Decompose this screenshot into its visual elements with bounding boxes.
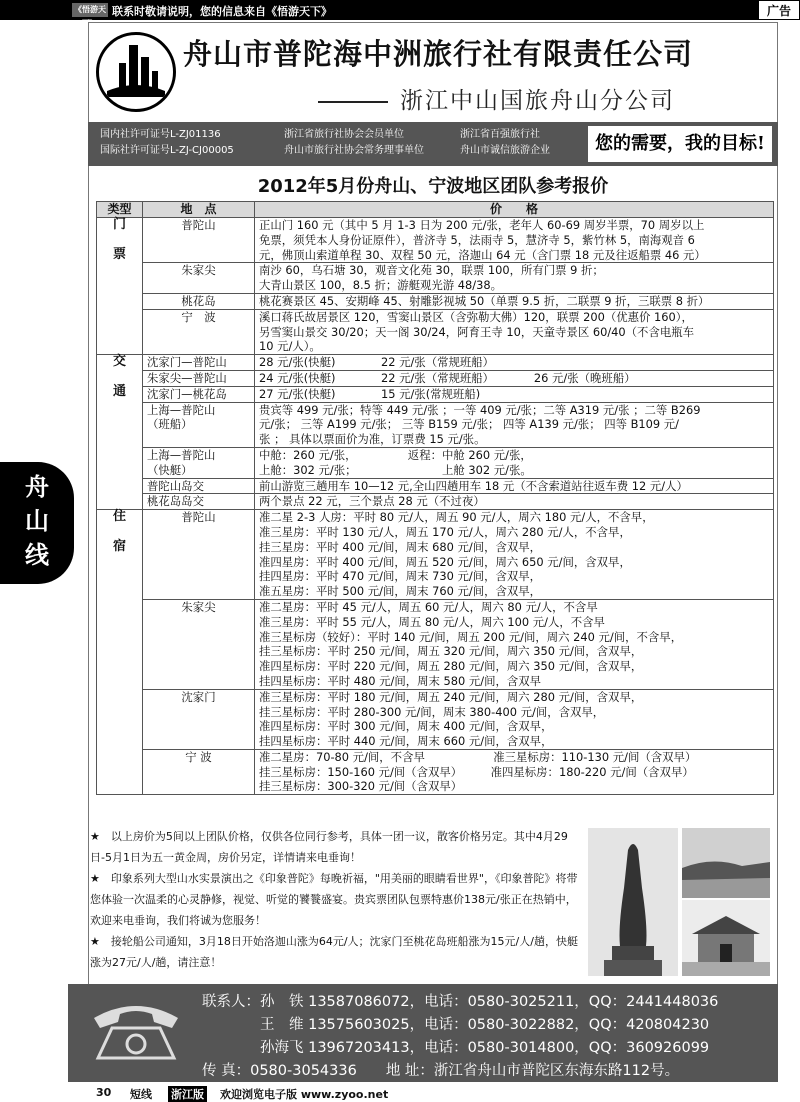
location-cell: 沈家门—普陀山	[143, 355, 255, 371]
price-line: 溪口蒋氏故居景区 120，雪窦山景区（含弥勒大佛）120，联票 200（优惠价 160），	[259, 309, 693, 324]
license-col-3: 浙江省百强旅行社 舟山市诚信旅游企业	[460, 129, 550, 156]
price-cell	[255, 309, 774, 354]
contact-line-1: 联系人：孙 铁 13587086072，电话：0580-3025211，QQ：2441448036	[202, 994, 719, 1010]
price-line: 10 元/人）。	[259, 339, 321, 354]
header-location: 地 点	[143, 202, 255, 218]
location-cell: 沈家门	[143, 689, 255, 749]
table-row	[97, 263, 774, 294]
telephone-icon	[88, 1000, 184, 1064]
location-cell: 宁 波	[143, 749, 255, 794]
table-row	[97, 689, 774, 749]
ad-label: 广告	[758, 0, 800, 20]
price-line: 24 元/张(快艇) 22 元/张（常规班船） 26 元/张（晚班船）	[259, 370, 636, 385]
table-row	[97, 293, 774, 309]
location-cell: 桃花岛	[143, 293, 255, 309]
price-line: 挂三星标房：平时 280-300 元/间，周末 380-400 元/间，含双早，	[259, 704, 605, 719]
price-line: 挂四星标房：平时 480 元/间，周末 580 元/间，含双早	[259, 673, 542, 688]
company-name: 舟山市普陀海中洲旅行社有限责任公司	[183, 37, 694, 71]
magazine-logo: 《悟游天下》	[74, 5, 106, 28]
price-line: 元，佛顶山索道单程 30、双程 50 元，洛迦山 64 元（含门票 18 元及往返船票 46 元）	[259, 247, 706, 262]
price-cell	[255, 749, 774, 794]
price-table	[96, 201, 774, 795]
location-cell: 上海—普陀山 （快艇）	[143, 447, 255, 478]
location-cell: 普陀山	[143, 510, 255, 600]
price-cell	[255, 510, 774, 600]
price-cell	[255, 386, 774, 402]
price-cell	[255, 447, 774, 478]
page-number: 30	[96, 1086, 112, 1099]
temple-photo	[682, 900, 770, 976]
top-bar	[0, 0, 800, 28]
price-line: 桃花赛景区 45、安期峰 45、射雕影视城 50（单票 9.5 折，二联票 9 折，三联票 8 折）	[259, 293, 710, 308]
price-line: 挂四星标房：平时 440 元/间，周末 660 元/间，含双早，	[259, 734, 553, 749]
price-line: 28 元/张(快艇) 22 元/张（常规班船）	[259, 355, 495, 370]
footer-section: 短线	[130, 1088, 152, 1101]
top-notice: 联系时敬请说明，您的信息来自《悟游天下》	[112, 5, 332, 18]
category-cell: 住 宿	[97, 510, 143, 795]
location-cell: 普陀山岛交	[143, 478, 255, 494]
page-footer	[0, 1084, 800, 1102]
price-cell	[255, 293, 774, 309]
location-cell: 沈家门—桃花岛	[143, 386, 255, 402]
location-cell: 朱家尖—普陀山	[143, 370, 255, 386]
price-cell	[255, 370, 774, 386]
price-line: 元/张； 三等 A199 元/张； 三等 B159 元/张； 四等 A139 元/张； 四等 B109 元/	[259, 417, 680, 432]
price-cell	[255, 478, 774, 494]
table-row	[97, 355, 774, 371]
location-cell: 上海—普陀山 （班船）	[143, 402, 255, 447]
price-line: 大青山景区 100，8.5 折；游艇观光游 48/38。	[259, 278, 503, 293]
contact-line-4: 传 真：0580-3054336 地 址：浙江省舟山市普陀区东海东路112号。	[202, 1063, 680, 1079]
price-line: 27 元/张(快艇) 15 元/张(常规班船)	[259, 386, 481, 401]
table-row	[97, 749, 774, 794]
price-line: 另雪窦山景交 30/20；天一阁 30/24，阿育王寺 10，天童寺景区 60/40（不含电瓶车	[259, 324, 695, 339]
price-cell	[255, 263, 774, 294]
branch-name: 浙江中山国旅舟山分公司	[318, 82, 675, 115]
category-cell: 门 票	[97, 218, 143, 355]
price-line: 挂四星房：平时 470 元/间，周末 730 元/间，含双早，	[259, 569, 542, 584]
table-row	[97, 402, 774, 447]
table-row	[97, 309, 774, 354]
price-line: 张 ； 具体以票面价为准，订票费 15 元/张。	[259, 432, 486, 447]
price-line: 准二星房：平时 45 元/人，周五 60 元/人，周六 80 元/人，不含早	[259, 599, 598, 614]
footer-text: 欢迎浏览电子版 www.zyoo.net	[220, 1088, 389, 1101]
price-cell	[255, 494, 774, 510]
contact-line-2: 王 维 13575603025，电话：0580-3022882，QQ：420804230	[202, 1017, 710, 1033]
price-line: 挂三星标房：300-320 元/间（含双早）	[259, 779, 463, 794]
price-line: 准二星 2-3 人房：平时 80 元/人，周五 90 元/人，周六 180 元/人，不含早，	[259, 510, 654, 525]
location-cell: 宁 波	[143, 309, 255, 354]
price-line: 挂三星标房：150-160 元/间（含双早） 准四星标房：180-220 元/间（含双早）	[259, 764, 694, 779]
price-line: 挂三星房：平时 400 元/间，周末 680 元/间，含双早，	[259, 539, 542, 554]
license-bar	[88, 122, 778, 166]
side-tab: 舟 山 线	[0, 462, 74, 584]
price-line: 准三星房：平时 55 元/人，周五 80 元/人，周六 100 元/人，不含早	[259, 614, 605, 629]
price-line: 准五星房：平时 500 元/间，周末 760 元/间，含双早，	[259, 584, 542, 599]
price-line: 免票，须凭本人身份证原件），普济寺 5，法雨寺 5，慧济寺 5，紫竹林 5，南海观音 6	[259, 232, 695, 247]
header-type: 类型	[97, 202, 143, 218]
price-line: 准二星房：70-80 元/间，不含早 准三星标房：110-130 元/间（含双早）	[259, 749, 697, 764]
price-cell	[255, 402, 774, 447]
location-cell: 普陀山	[143, 218, 255, 263]
table-row	[97, 494, 774, 510]
price-cell	[255, 218, 774, 263]
location-cell: 桃花岛岛交	[143, 494, 255, 510]
table-row	[97, 599, 774, 689]
location-cell: 朱家尖	[143, 599, 255, 689]
price-line: 准四星房：平时 400 元/间，周五 520 元/间，周六 650 元/间，含双早，	[259, 554, 631, 569]
price-line: 准三星房：平时 130 元/人，周五 170 元/人，周六 280 元/人，不含早，	[259, 524, 631, 539]
price-line: 南沙 60，乌石塘 30，观音文化苑 30，联票 100，所有门票 9 折；	[259, 263, 604, 278]
note-2: ★ 印象系列大型山水实景演出之《印象普陀》每晚祈福，"用美丽的眼睛看世界"，《印象普陀》将带您体验一次温柔的心灵静修，视觉、听觉的饕餮盛宴。贵宾票团队包票特惠价138元/张正在热销中，欢迎来电垂询，我们将诚为您服务！	[90, 872, 578, 927]
contact-line-3: 孙海飞 13967203413，电话：0580-3014800，QQ：360926099	[202, 1040, 710, 1056]
table-row	[97, 478, 774, 494]
header-price: 价 格	[255, 202, 774, 218]
contact-box	[68, 984, 778, 1082]
price-cell	[255, 689, 774, 749]
slogan: 您的需要，我的目标!	[588, 126, 772, 162]
guanyin-statue-photo	[588, 828, 678, 976]
location-cell: 朱家尖	[143, 263, 255, 294]
price-line: 两个景点 22 元，三个景点 28 元（不过夜）	[259, 494, 485, 509]
page-title: 2012年5月份舟山、宁波地区团队参考报价	[257, 176, 609, 197]
price-line: 贵宾等 499 元/张；特等 449 元/张 ；一等 409 元/张；二等 A319 元/张 ；二等 B269	[259, 402, 701, 417]
price-line: 准四星标房：平时 300 元/间，周末 400 元/间，含双早，	[259, 719, 553, 734]
footer-tag: 浙江版	[168, 1086, 207, 1102]
price-line: 上舱：302 元/张； 上舱 302 元/张。	[259, 462, 532, 477]
price-line: 前山游览三趟用车 10—12 元,全山四趟用车 18 元（不含索道站往返车费 12 元/人）	[259, 478, 688, 493]
notes	[90, 826, 585, 973]
table-row	[97, 510, 774, 600]
note-1: ★ 以上房价为5间以上团队价格，仅供各位同行参考，具体一团一议，散客价格另定。其中4月29日-5月1日为五一黄金周，房价另定，详情请来电垂询！	[90, 830, 568, 864]
company-logo-icon	[96, 32, 176, 112]
price-line: 中舱：260 元/张， 返程：中舱 260 元/张，	[259, 447, 532, 462]
price-line: 准四星标房：平时 220 元/间，周五 280 元/间，周六 350 元/间，含双早，	[259, 659, 643, 674]
category-cell: 交 通	[97, 355, 143, 510]
license-col-1: 国内社许可证号L-ZJ01136 国际社许可证号L-ZJ-CJ00005	[100, 129, 234, 156]
table-row	[97, 218, 774, 263]
price-line: 准三星标房：平时 180 元/间，周五 240 元/间，周六 280 元/间，含双早，	[259, 689, 643, 704]
table-row	[97, 447, 774, 478]
note-3: ★ 接轮船公司通知，3月18日开始洛迦山涨为64元/人；沈家门至桃花岛班船涨为15元/人/趟，快艇涨为27元/人/趟，请注意！	[90, 935, 578, 969]
company-header	[88, 22, 778, 122]
license-col-2: 浙江省旅行社协会会员单位 舟山市旅行社协会常务理事单位	[284, 129, 424, 156]
price-cell	[255, 599, 774, 689]
table-row	[97, 370, 774, 386]
sea-coast-photo	[682, 828, 770, 898]
price-line: 正山门 160 元（其中 5 月 1-3 日为 200 元/张，老年人 60-69 周岁半票，70 周岁以上	[259, 218, 705, 232]
price-cell	[255, 355, 774, 371]
price-line: 准三星标房（较好）：平时 140 元/间，周五 200 元/间，周六 240 元/间，不含早，	[259, 629, 683, 644]
price-line: 挂三星标房：平时 250 元/间，周五 320 元/间，周六 350 元/间，含双早，	[259, 644, 643, 659]
table-row	[97, 386, 774, 402]
